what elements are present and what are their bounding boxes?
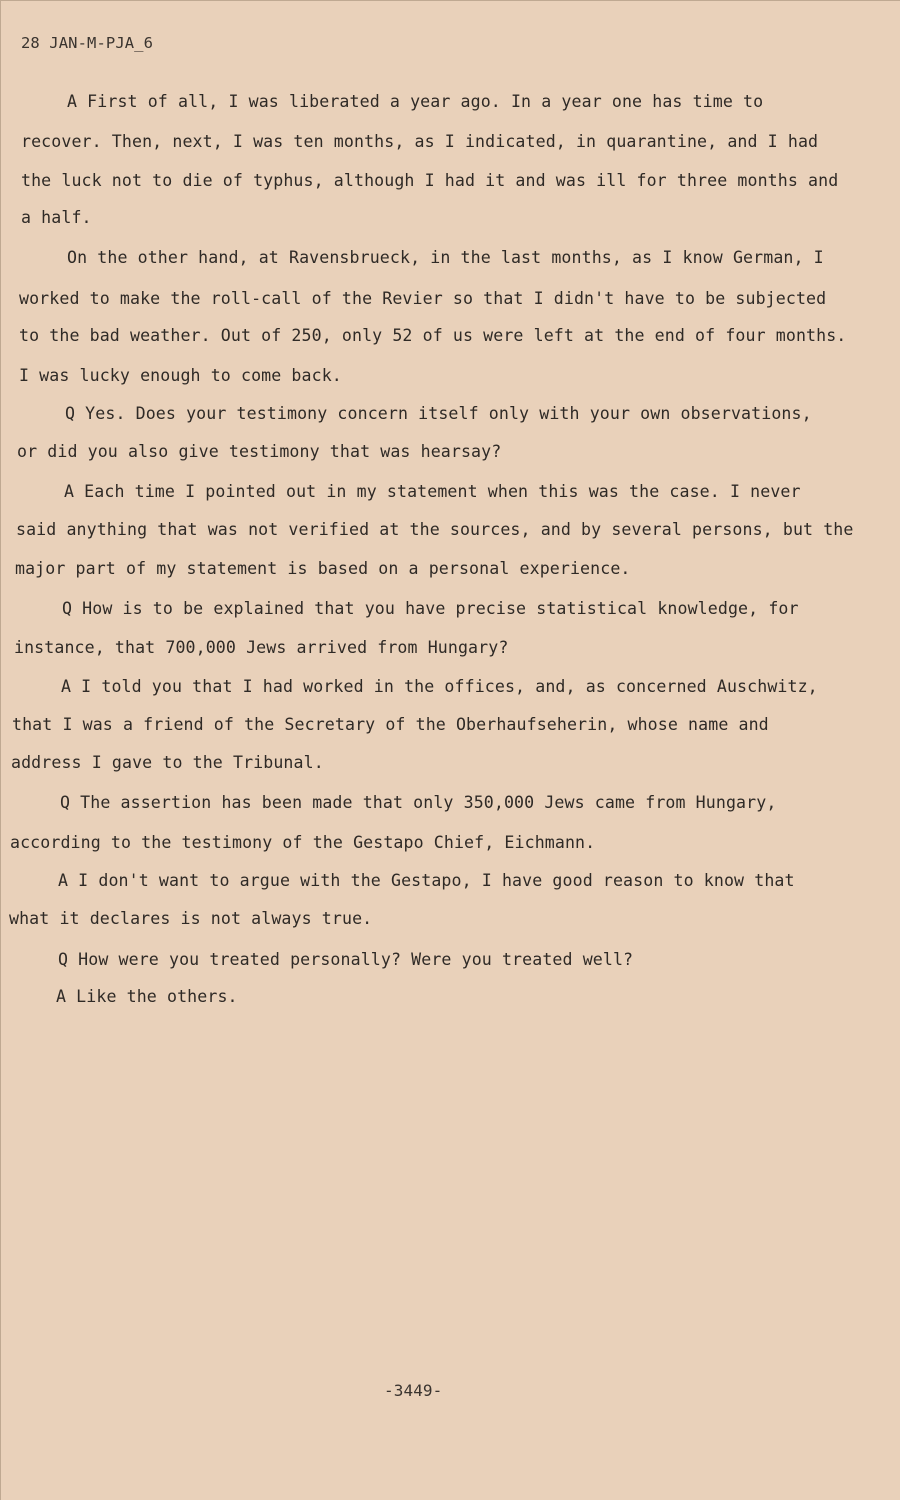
text-line-9: Q Yes. Does your testimony concern itself only with your own observations, xyxy=(65,404,812,423)
text-line-2: recover. Then, next, I was ten months, as I indicated, in quarantine, and I had xyxy=(21,132,819,151)
text-line-6: worked to make the roll-call of the Revier so that I didn't have to be subjected xyxy=(19,289,827,308)
text-line-11: A Each time I pointed out in my statement when this was the case. I never xyxy=(64,482,801,501)
text-line-19: Q The assertion has been made that only 350,000 Jews came from Hungary, xyxy=(60,793,777,812)
text-line-7: to the bad weather. Out of 250, only 52 of us were left at the end of four months. xyxy=(19,326,847,345)
document-id-header: 28 JAN-M-PJA_6 xyxy=(21,34,154,52)
text-line-24: A Like the others. xyxy=(56,987,238,1006)
text-line-22: what it declares is not always true. xyxy=(9,909,373,928)
text-line-16: A I told you that I had worked in the offices, and, as concerned Auschwitz, xyxy=(61,677,818,696)
text-line-1: A First of all, I was liberated a year ago. In a year one has time to xyxy=(67,92,764,111)
text-line-23: Q How were you treated personally? Were you treated well? xyxy=(58,950,634,969)
text-line-14: Q How is to be explained that you have precise statistical knowledge, for xyxy=(62,599,799,618)
text-line-10: or did you also give testimony that was hearsay? xyxy=(17,442,502,461)
text-line-3: the luck not to die of typhus, although I had it and was ill for three months and xyxy=(21,171,839,190)
page-number: -3449- xyxy=(384,1381,443,1400)
text-line-18: address I gave to the Tribunal. xyxy=(11,753,324,772)
text-line-5: On the other hand, at Ravensbrueck, in the last months, as I know German, I xyxy=(67,248,824,267)
text-line-21: A I don't want to argue with the Gestapo, I have good reason to know that xyxy=(58,871,795,890)
text-line-13: major part of my statement is based on a personal experience. xyxy=(15,559,631,578)
text-line-20: according to the testimony of the Gestapo Chief, Eichmann. xyxy=(10,833,596,852)
text-line-15: instance, that 700,000 Jews arrived from Hungary? xyxy=(14,638,509,657)
text-line-4: a half. xyxy=(21,208,92,227)
text-line-8: I was lucky enough to come back. xyxy=(19,366,342,385)
text-line-12: said anything that was not verified at the sources, and by several persons, but the xyxy=(16,520,854,539)
text-line-17: that I was a friend of the Secretary of the Oberhaufseherin, whose name and xyxy=(12,715,769,734)
